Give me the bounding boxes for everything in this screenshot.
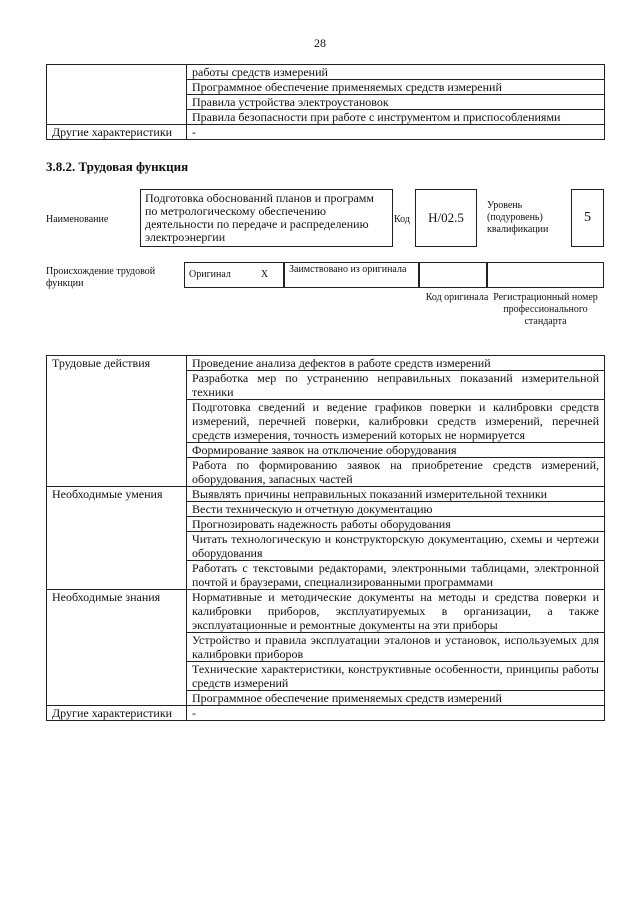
skills-label: Необходимые умения (47, 487, 187, 590)
qualification-level-label: Уровень (подуровень) квалификации (487, 200, 549, 235)
previous-function-table (46, 64, 605, 140)
other-characteristics-label: Другие характеристики (47, 125, 187, 140)
labor-action-item: Разработка мер по устранению неправильных показаний измерительной техники (187, 371, 605, 400)
knowledge-label: Необходимые знания (47, 590, 187, 706)
knowledge-item: Правила устройства электроустановок (187, 95, 605, 110)
other-characteristics-label: Другие характеристики (47, 706, 187, 721)
function-name-box: Подготовка обоснований планов и программ по метрологическому обеспечению деятельности по передаче и распределению электроэнергии (140, 189, 393, 247)
knowledge-item: Программное обеспечение применяемых средств измерений (187, 80, 605, 95)
section-title: 3.8.2. Трудовая функция (46, 159, 189, 174)
registration-number-label: Регистрационный номер профессионального стандарта (493, 292, 598, 327)
origin-row (184, 262, 604, 288)
original-label: Оригинал (184, 262, 246, 288)
original-checkmark: X (246, 262, 284, 288)
registration-number-cell (487, 262, 604, 288)
page-number: 28 (314, 36, 326, 50)
labor-function-table (46, 355, 605, 721)
knowledge-item: работы средств измерений (187, 65, 605, 80)
labor-action-item: Работа по формированию заявок на приобретение средств измерений, оборудования, запасных частей (187, 458, 605, 487)
skill-item: Работать с текстовыми редакторами, электронными таблицами, электронной почтой и браузерами, специализированными программами (187, 561, 605, 590)
code-label: Код (394, 214, 410, 225)
knowledge-item: Нормативные и методические документы на методы и средства поверки и калибровки приборов, эксплуатируемых в организации, а также эксплуатационные и ремонтные документы на эти приборы (187, 590, 605, 633)
knowledge-item: Технические характеристики, конструктивные особенности, принципы работы средств измерений (187, 662, 605, 691)
qualification-level-box: 5 (571, 189, 604, 247)
labor-actions-label: Трудовые действия (47, 356, 187, 487)
table-row (47, 706, 605, 721)
table-row (47, 356, 605, 371)
code-value-box: Н/02.5 (415, 189, 477, 247)
name-label: Наименование (46, 214, 109, 225)
skill-item: Вести техническую и отчетную документацию (187, 502, 605, 517)
labor-action-item: Проведение анализа дефектов в работе средств измерений (187, 356, 605, 371)
knowledge-item: Правила безопасности при работе с инструментом и приспособлениями (187, 110, 605, 125)
table-row (47, 590, 605, 633)
knowledge-item: Программное обеспечение применяемых средств измерений (187, 691, 605, 706)
table-row (47, 65, 605, 80)
other-characteristics-value: - (187, 706, 605, 721)
skill-item: Выявлять причины неправильных показаний измерительной техники (187, 487, 605, 502)
borrowed-label: Заимствовано из оригинала (284, 262, 419, 288)
other-characteristics-value: - (187, 125, 605, 140)
empty-label-cell (47, 65, 187, 125)
labor-action-item: Формирование заявок на отключение оборудования (187, 443, 605, 458)
code-original-cell (419, 262, 487, 288)
labor-action-item: Подготовка сведений и ведение графиков поверки и калибровки средств измерений, перечней поверки, калибровки средств измерений, перечней средств измерения, точность измерений которых не нормируется (187, 400, 605, 443)
code-original-label: Код оригинала (425, 292, 489, 303)
origin-label: Происхождение трудовой функции (46, 266, 156, 289)
skill-item: Читать технологическую и конструкторскую документацию, схемы и чертежи оборудования (187, 532, 605, 561)
table-row (47, 125, 605, 140)
table-row (47, 487, 605, 502)
knowledge-item: Устройство и правила эксплуатации эталонов и установок, используемых для калибровки приборов (187, 633, 605, 662)
skill-item: Прогнозировать надежность работы оборудования (187, 517, 605, 532)
